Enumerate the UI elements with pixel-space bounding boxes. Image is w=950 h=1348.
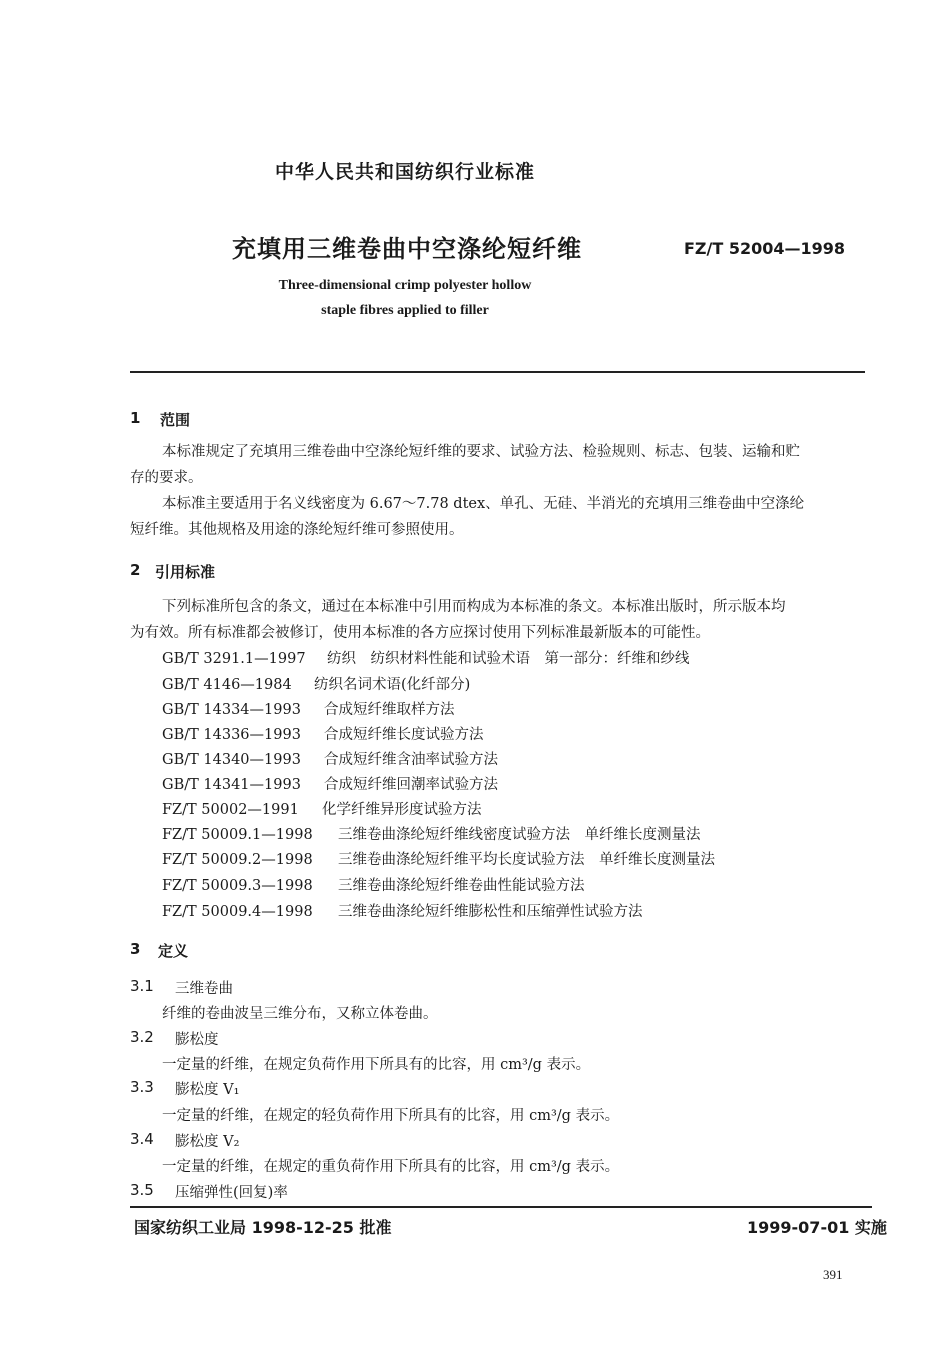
definition-number: 3.4 xyxy=(130,1130,154,1148)
reference-code: FZ/T 50009.2—1998 xyxy=(162,852,313,868)
reference-title: 合成短纤维长度试验方法 xyxy=(324,727,484,743)
definition-description: 一定量的纤维，在规定的重负荷作用下所具有的比容，用 cm³/g 表示。 xyxy=(162,1159,620,1175)
header-organization: 中华人民共和国纺织行业标准 xyxy=(274,161,535,183)
reference-row xyxy=(162,773,498,794)
reference-row xyxy=(162,748,498,769)
section-1-number: 1 xyxy=(130,409,141,427)
definition-term: 膨松度 V₁ xyxy=(175,1082,240,1098)
definition-term: 压缩弹性(回复)率 xyxy=(175,1185,288,1201)
page-number: 391 xyxy=(823,1267,843,1282)
reference-code: FZ/T 50002—1991 xyxy=(162,802,299,818)
reference-code: GB/T 3291.1—1997 xyxy=(162,651,306,667)
footer-rule xyxy=(130,1206,872,1208)
reference-row xyxy=(162,823,701,844)
reference-title: 三维卷曲涤纶短纤维线密度试验方法 单纤维长度测量法 xyxy=(338,827,701,843)
reference-title: 合成短纤维含油率试验方法 xyxy=(324,752,498,768)
reference-code: GB/T 14336—1993 xyxy=(162,727,301,743)
reference-code: GB/T 14340—1993 xyxy=(162,752,301,768)
reference-row xyxy=(162,848,715,869)
reference-title: 三维卷曲涤纶短纤维膨松性和压缩弹性试验方法 xyxy=(338,904,643,920)
reference-title: 纺织名词术语(化纤部分) xyxy=(314,677,471,693)
english-title-line-2: staple fibres applied to filler xyxy=(321,303,489,318)
definition-term: 膨松度 V₂ xyxy=(175,1134,240,1150)
section-1-title: 范围 xyxy=(160,411,191,429)
reference-title: 合成短纤维回潮率试验方法 xyxy=(324,777,498,793)
reference-row xyxy=(162,698,455,719)
reference-row xyxy=(162,874,585,895)
approval-date: 国家纺织工业局 1998-12-25 批准 xyxy=(134,1218,392,1237)
definition-number: 3.5 xyxy=(130,1181,154,1199)
section-3-title: 定义 xyxy=(158,942,189,960)
reference-row xyxy=(162,900,643,921)
reference-row xyxy=(162,647,690,668)
section-3-number: 3 xyxy=(130,940,141,958)
reference-code: FZ/T 50009.3—1998 xyxy=(162,878,313,894)
reference-code: GB/T 14334—1993 xyxy=(162,702,301,718)
reference-code: FZ/T 50009.1—1998 xyxy=(162,827,313,843)
document-title: 充填用三维卷曲中空涤纶短纤维 xyxy=(232,235,582,263)
section-1-paragraph-1-line-2: 存的要求。 xyxy=(130,470,203,486)
reference-code: GB/T 14341—1993 xyxy=(162,777,301,793)
definition-term: 膨松度 xyxy=(175,1032,219,1048)
section-2-paragraph-line-2: 为有效。所有标准都会被修订，使用本标准的各方应探讨使用下列标准最新版本的可能性。 xyxy=(130,625,710,641)
implementation-date: 1999-07-01 实施 xyxy=(747,1218,887,1237)
definition-description: 纤维的卷曲波呈三维分布，又称立体卷曲。 xyxy=(162,1006,438,1022)
reference-row xyxy=(162,673,470,694)
reference-code: FZ/T 50009.4—1998 xyxy=(162,904,313,920)
reference-title: 三维卷曲涤纶短纤维平均长度试验方法 单纤维长度测量法 xyxy=(338,852,715,868)
definition-number: 3.1 xyxy=(130,977,154,995)
reference-title: 纺织 纺织材料性能和试验术语 第一部分：纤维和纱线 xyxy=(327,651,690,667)
reference-title: 三维卷曲涤纶短纤维卷曲性能试验方法 xyxy=(338,878,585,894)
english-title-line-1: Three-dimensional crimp polyester hollow xyxy=(278,278,532,293)
section-2-title: 引用标准 xyxy=(155,563,216,581)
standard-code: FZ/T 52004—1998 xyxy=(684,239,846,258)
header-rule xyxy=(130,371,865,373)
section-2-paragraph-line-1: 下列标准所包含的条文，通过在本标准中引用而构成为本标准的条文。本标准出版时，所示版本均 xyxy=(162,599,786,615)
reference-row xyxy=(162,798,482,819)
definition-term: 三维卷曲 xyxy=(175,981,233,997)
reference-code: GB/T 4146—1984 xyxy=(162,677,292,693)
section-1-paragraph-2-line-1: 本标准主要适用于名义线密度为 6.67～7.78 dtex、单孔、无硅、半消光的充填用三维卷曲中空涤纶 xyxy=(162,496,805,512)
section-1-paragraph-1-line-1: 本标准规定了充填用三维卷曲中空涤纶短纤维的要求、试验方法、检验规则、标志、包装、运输和贮 xyxy=(162,444,800,460)
reference-title: 合成短纤维取样方法 xyxy=(324,702,455,718)
definition-number: 3.2 xyxy=(130,1028,154,1046)
definition-description: 一定量的纤维，在规定负荷作用下所具有的比容，用 cm³/g 表示。 xyxy=(162,1057,591,1073)
reference-title: 化学纤维异形度试验方法 xyxy=(322,802,482,818)
section-2-number: 2 xyxy=(130,561,141,579)
section-1-paragraph-2-line-2: 短纤维。其他规格及用途的涤纶短纤维可参照使用。 xyxy=(130,522,464,538)
reference-row xyxy=(162,723,484,744)
definition-description: 一定量的纤维，在规定的轻负荷作用下所具有的比容，用 cm³/g 表示。 xyxy=(162,1108,620,1124)
definition-number: 3.3 xyxy=(130,1078,154,1096)
